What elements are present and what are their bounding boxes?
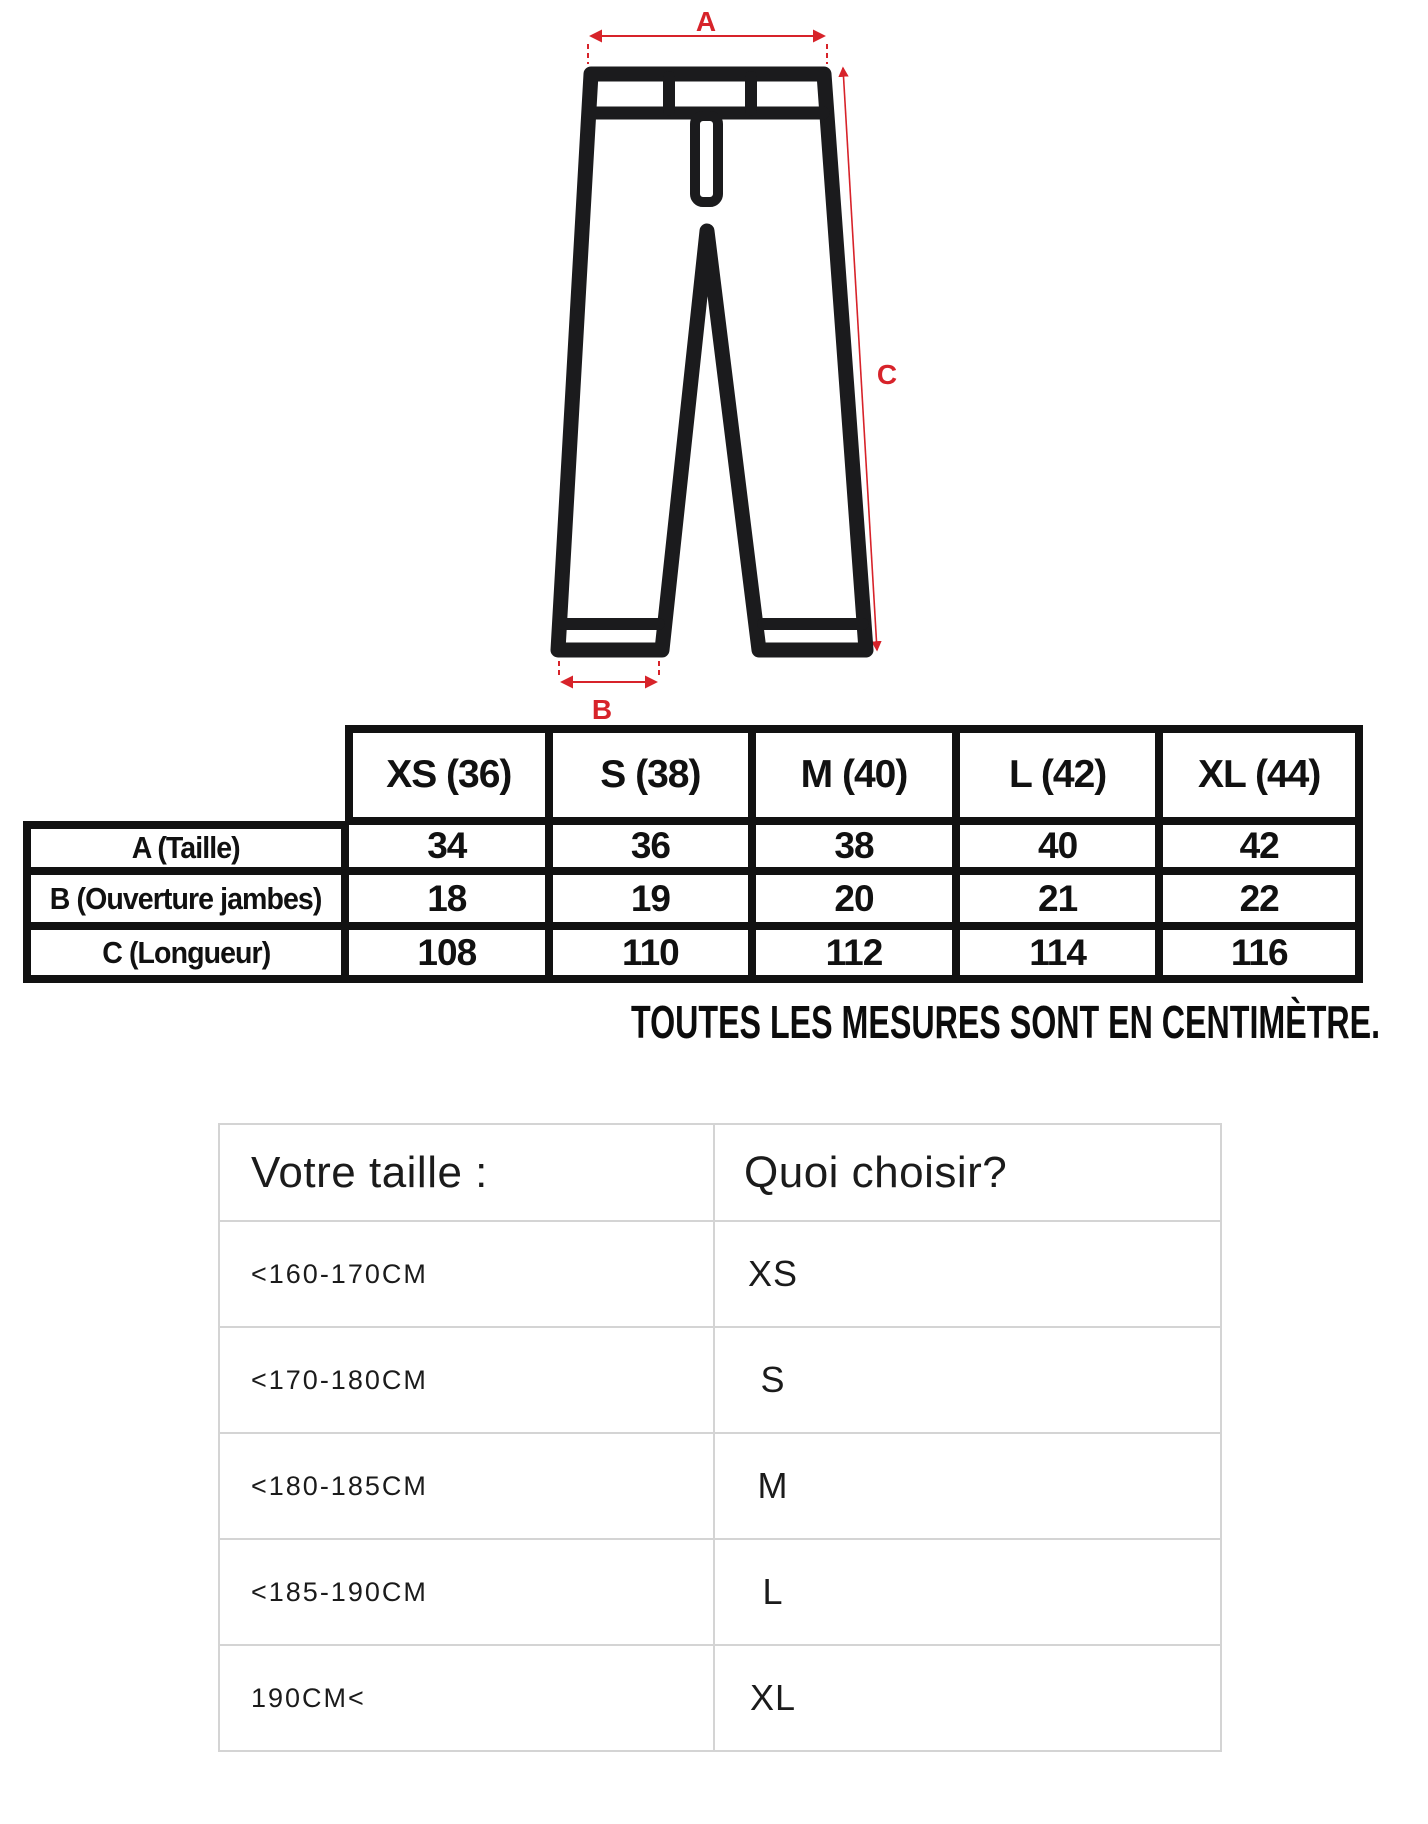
size-column-header-xs: XS (36) [345, 725, 549, 821]
fit-size-value: L [762, 1571, 784, 1612]
value-b-s: 19 [549, 871, 753, 926]
pants-silhouette [558, 74, 866, 650]
value-a-xs: 34 [345, 821, 549, 871]
row-label-a-text: A (Taille) [131, 830, 241, 865]
fit-row-size-3 [715, 1432, 1220, 1538]
dimension-b [559, 661, 659, 682]
value-a-s: 36 [549, 821, 753, 871]
fit-row-height-4: <185-190CM [220, 1538, 715, 1644]
fit-size-value: XS [747, 1253, 799, 1294]
size-measurement-table [23, 725, 1363, 983]
value-c-m: 112 [752, 926, 956, 983]
fit-row-height-3: <180-185CM [220, 1432, 715, 1538]
pants-measurement-diagram [0, 0, 1428, 740]
fit-row-height-2: <170-180CM [220, 1326, 715, 1432]
fit-row-height-5: 190CM< [220, 1644, 715, 1750]
value-c-s: 110 [549, 926, 753, 983]
value-b-xl: 22 [1159, 871, 1363, 926]
row-label-b-ouverture [23, 871, 345, 926]
value-b-l: 21 [956, 871, 1160, 926]
dimension-c-label: C [876, 359, 898, 390]
value-c-l: 114 [956, 926, 1160, 983]
size-column-header-m: M (40) [752, 725, 956, 821]
value-c-xl: 116 [1159, 926, 1363, 983]
fit-header-what-to-choose: Quoi choisir? [744, 1147, 1008, 1197]
dimension-a [588, 36, 827, 64]
size-column-header-xl: XL (44) [1159, 725, 1363, 821]
row-label-c-text: C (Longueur) [102, 934, 270, 970]
measurement-unit-note: TOUTES LES MESURES SONT EN CENTIMÈTRE. [630, 996, 1380, 1048]
dimension-a-label: A [695, 6, 717, 37]
fit-row-size-5 [715, 1644, 1220, 1750]
fly-zipper [695, 116, 718, 202]
value-a-l: 40 [956, 821, 1160, 871]
size-table-corner-spacer [23, 725, 345, 821]
size-column-header-l: L (42) [956, 725, 1160, 821]
fit-recommendation-table [218, 1123, 1222, 1752]
value-b-m: 20 [752, 871, 956, 926]
fit-row-size-4 [715, 1538, 1220, 1644]
value-a-m: 38 [752, 821, 956, 871]
fit-header-your-height: Votre taille : [220, 1125, 715, 1220]
fit-size-value: M [757, 1465, 789, 1506]
row-label-a-taille [23, 821, 345, 871]
size-column-header-s: S (38) [549, 725, 753, 821]
value-a-xl: 42 [1159, 821, 1363, 871]
pants-outline [558, 74, 866, 650]
dimension-b-label: B [591, 694, 613, 725]
row-label-b-text: B (Ouverture jambes) [50, 880, 322, 916]
fit-size-value: XL [749, 1677, 797, 1718]
value-b-xs: 18 [345, 871, 549, 926]
fit-row-size-2 [715, 1326, 1220, 1432]
fit-row-height-1: <160-170CM [220, 1220, 715, 1326]
value-c-xs: 108 [345, 926, 549, 983]
row-label-c-longueur [23, 926, 345, 983]
fit-size-value: S [760, 1359, 786, 1400]
fit-row-size-1 [715, 1220, 1220, 1326]
